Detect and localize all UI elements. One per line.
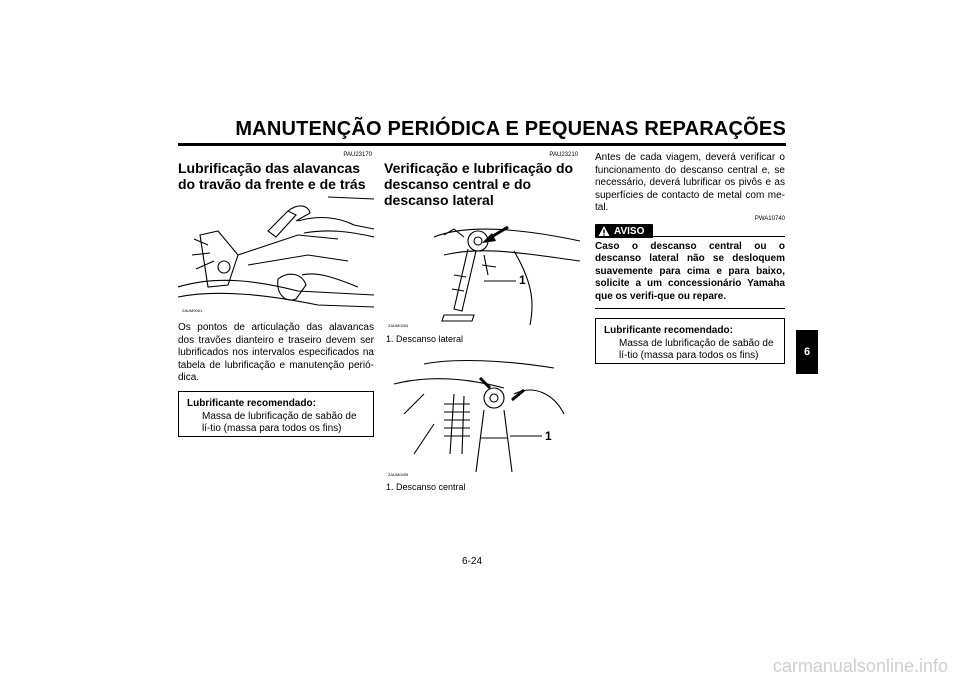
warning-rule — [595, 236, 785, 237]
warning-text: Caso o descanso central ou o descanso lateral não se desloquem suavemente para cima e para baixo, solicite a um concessionário Yamaha que os verifi-que ou repare. — [595, 241, 785, 302]
lubricant-text: Massa de lubrificação de sabão de lí-tio (massa para todos os fins) — [202, 410, 357, 434]
warning-code: PWA10740 — [754, 216, 785, 222]
paragraph-stand-check: Antes de cada viagem, deverá verificar o funcionamento do descanso central e, se necessário, deverá lubrificar os pivôs e as superfícies de contacto de metal com me-tal. — [595, 152, 785, 214]
lubricant-label: Lubrificante recomendado: — [187, 398, 316, 409]
header-rule — [178, 143, 786, 146]
section-code: PAU23210 — [549, 152, 578, 158]
warning-label: AVISO — [614, 225, 645, 237]
section-heading-brake-levers: Lubrificação das alavancas do travão da frente e de trás — [178, 160, 366, 192]
chapter-tab[interactable]: 6 — [796, 330, 818, 374]
lubricant-box — [178, 391, 374, 437]
sidestand-illustration — [384, 215, 580, 330]
lubricant-text: Massa de lubrificação de sabão de lí-tio (massa para todos os fins) — [619, 337, 774, 361]
figure-caption-sidestand: 1. Descanso lateral — [386, 334, 464, 344]
paragraph-brake-levers: Os pontos de articulação das alavancas dos travões dianteiro e traseiro devem ser lubrificados nos intervalos especificados na tabela de lubrificação e manutenção perió-dica. — [178, 322, 374, 384]
lubricant-box — [595, 318, 785, 364]
brake-lever-illustration — [178, 195, 374, 315]
footer-watermark[interactable]: carmanualsonline.info — [772, 656, 948, 676]
image-code: ZAUM0454 — [388, 323, 409, 328]
callout-number: 1 — [545, 429, 552, 443]
centerstand-illustration — [384, 354, 580, 472]
image-code: ZAUM0061 — [182, 308, 203, 313]
lubricant-label: Lubrificante recomendado: — [604, 325, 733, 336]
section-code: PAU23170 — [343, 152, 372, 158]
callout-number: 1 — [519, 273, 526, 287]
section-heading-stands: Verificação e lubrificação do descanso central e do descanso lateral — [384, 160, 574, 208]
warning-bottom-rule — [595, 308, 785, 309]
figure-caption-centerstand: 1. Descanso central — [386, 482, 466, 492]
page-title: MANUTENÇÃO PERIÓDICA E PEQUENAS REPARAÇÕES — [235, 118, 786, 140]
page-number: 6-24 — [462, 556, 483, 567]
image-code: ZAUM0455 — [388, 472, 409, 477]
